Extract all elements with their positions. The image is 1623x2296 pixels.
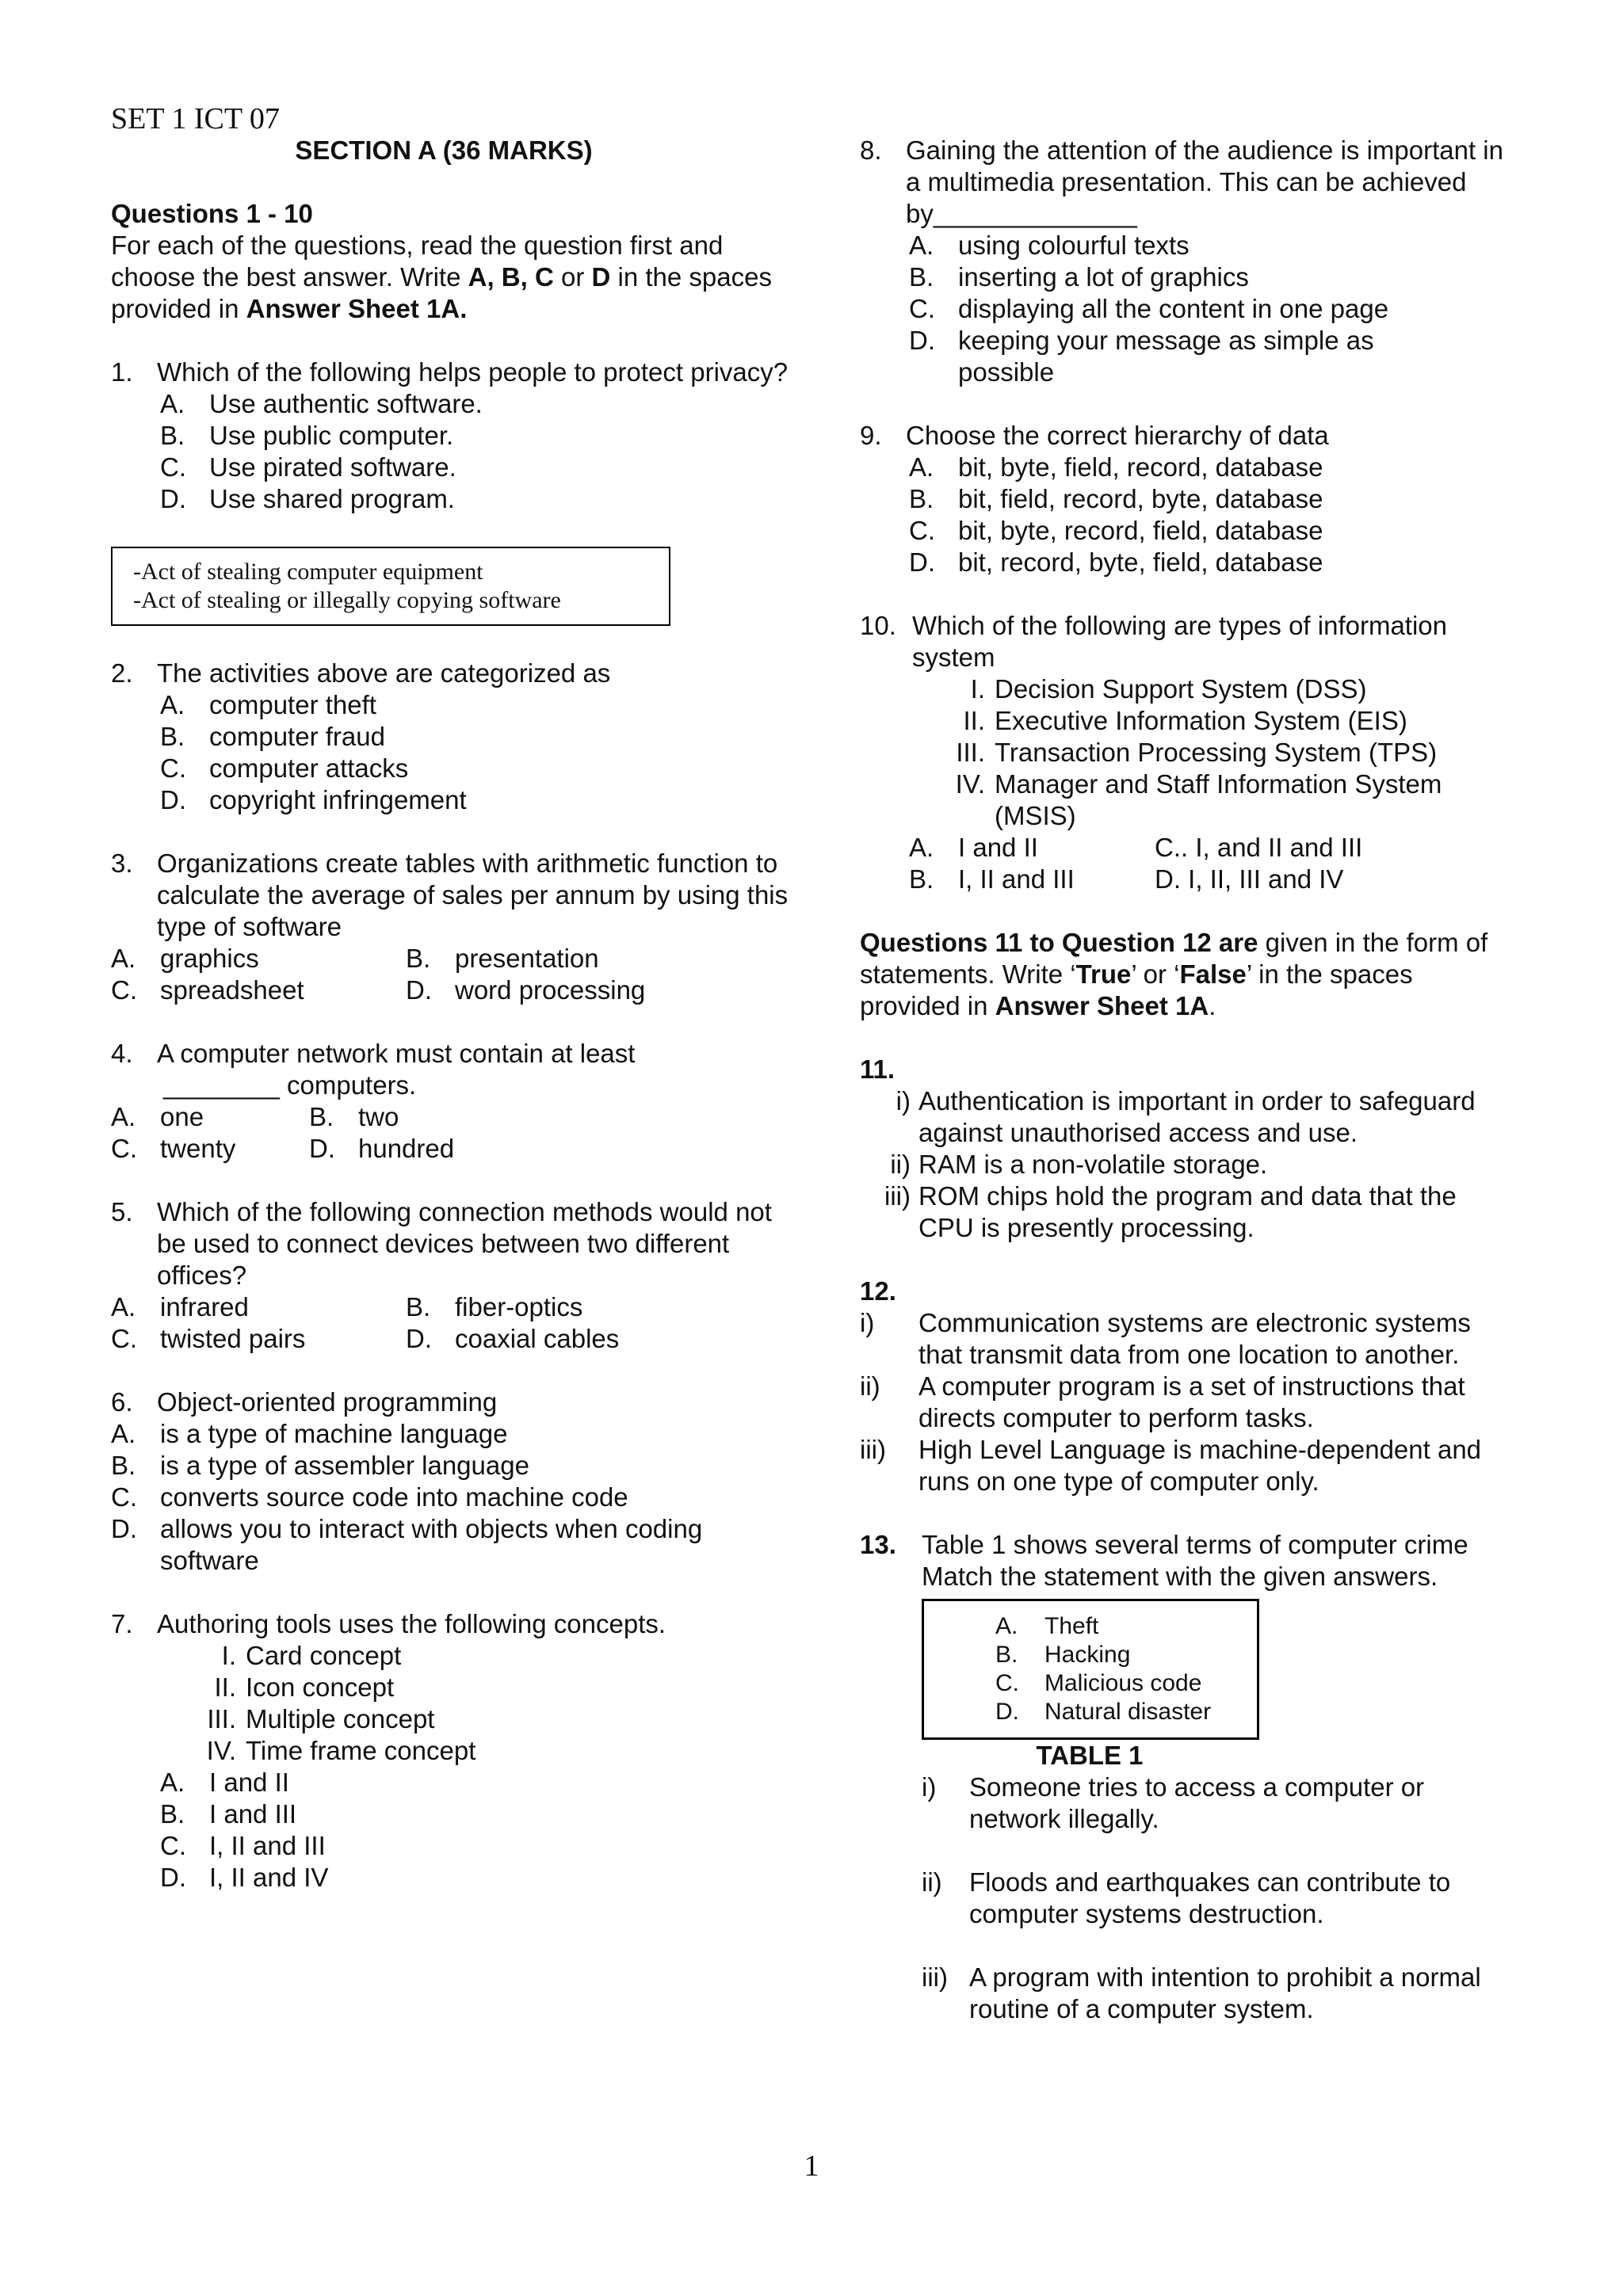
table-row [924, 1612, 1257, 1641]
question-11 [860, 1054, 1518, 1244]
option-letter: A. [111, 1102, 136, 1131]
option-text: I and II [958, 833, 1038, 862]
option-c [160, 452, 792, 483]
statement-item [860, 1149, 1518, 1180]
intro-or: or [553, 262, 592, 292]
option-c [111, 974, 406, 1006]
option-letter: D. [406, 1324, 432, 1353]
option-a [111, 1101, 309, 1133]
intro-letters: A, B, C [468, 262, 554, 292]
option-text: allows you to interact with objects when coding software [160, 1514, 703, 1575]
system-text: Decision Support System (DSS) [995, 674, 1367, 704]
statement-text: A program with intention to prohibit a normal routine of a computer system. [969, 1962, 1481, 2023]
option-text: Use shared program. [209, 484, 455, 513]
tf-intro-text: . [1209, 991, 1216, 1020]
question-number: 10. [860, 611, 896, 640]
roman-numeral: III. [207, 1704, 236, 1733]
option-d [309, 1133, 792, 1165]
statement-item [860, 1307, 1518, 1371]
tf-intro-bold: Questions 11 to Question 12 are [860, 928, 1258, 957]
statement-text: Communication systems are electronic systems that transmit data from one location to another. [918, 1308, 1471, 1369]
intro-text-mid: in the spaces provided in [111, 262, 772, 323]
crime-terms-table [922, 1599, 1259, 1740]
option-letter: C. [111, 1482, 137, 1512]
option-text: twenty [160, 1134, 236, 1163]
option-letter: D. [909, 326, 935, 355]
option-letter: C. [111, 975, 137, 1005]
option-text: spreadsheet [160, 975, 304, 1005]
page-header: SET 1 ICT 07 [111, 102, 280, 135]
table-row [924, 1669, 1257, 1698]
option-text: bit, record, byte, field, database [958, 547, 1323, 577]
question-number: 13. [860, 1530, 896, 1559]
option-letter: A. [160, 389, 185, 418]
option-text: I, II and IV [209, 1863, 329, 1892]
question-text: Organizations create tables with arithmetic function to calculate the average of sales per annum by using this type of software [157, 849, 789, 941]
option-text: two [358, 1102, 399, 1131]
option-text: computer theft [209, 690, 376, 719]
option-text: is a type of machine language [160, 1419, 508, 1448]
intro-answer-sheet: Answer Sheet 1A. [246, 294, 468, 323]
option-letter: D. [160, 484, 186, 513]
system-item [925, 705, 1518, 737]
option-b [160, 1798, 792, 1830]
option-d [909, 547, 1518, 578]
statement-numeral: iii) [922, 1962, 948, 1992]
question-text: The activities above are categorized as [157, 658, 611, 688]
option-letter: B. [909, 484, 934, 513]
option-text: I, and II and III [1195, 833, 1363, 862]
option-letter: A. [909, 231, 934, 260]
option-text: infrared [160, 1292, 249, 1322]
roman-numeral: II. [214, 1672, 236, 1702]
statement-numeral: i) [860, 1308, 875, 1337]
term-text: Theft [1044, 1613, 1099, 1639]
question-3 [111, 848, 792, 1006]
question-text: Which of the following helps people to protect privacy? [157, 357, 789, 387]
term-text: Hacking [1044, 1642, 1131, 1668]
option-letter: B. [909, 864, 934, 894]
match-statement [922, 1962, 1518, 2025]
option-letter: C. [160, 452, 186, 482]
system-text: Transaction Processing System (TPS) [995, 738, 1438, 767]
tf-intro-text: ’ or ‘ [1131, 959, 1180, 989]
concept-text: Card concept [246, 1641, 402, 1670]
option-a [160, 1767, 792, 1798]
option-c [1155, 832, 1518, 864]
table-row [924, 1698, 1257, 1726]
option-c [111, 1323, 406, 1355]
system-text: Manager and Staff Information System (MSIS) [995, 769, 1442, 830]
option-text: displaying all the content in one page [958, 294, 1389, 323]
statement-text: RAM is a non-volatile storage. [918, 1150, 1268, 1179]
question-number: 7. [111, 1609, 133, 1638]
option-b [406, 1291, 792, 1323]
statement-numeral: i) [896, 1086, 911, 1116]
question-number: 3. [111, 849, 133, 878]
option-letter: D. [309, 1134, 335, 1163]
option-a [111, 1291, 406, 1323]
option-text: copyright infringement [209, 785, 467, 814]
option-text: computer attacks [209, 753, 409, 783]
option-letter: B. [909, 262, 934, 292]
option-text: I, II, III and IV [1188, 864, 1344, 894]
option-letter: A. [111, 1419, 136, 1448]
option-letter: B. [309, 1102, 334, 1131]
option-text: inserting a lot of graphics [958, 262, 1249, 292]
option-text: bit, byte, record, field, database [958, 516, 1323, 545]
roman-numeral: I. [970, 674, 985, 704]
option-text: coaxial cables [455, 1324, 620, 1353]
intro-block [111, 198, 792, 325]
statement-numeral: ii) [890, 1150, 911, 1179]
activities-box [111, 547, 670, 626]
statement-item [860, 1180, 1518, 1244]
statement-text: Authentication is important in order to safeguard against unauthorised access and use. [918, 1086, 1476, 1147]
option-text: word processing [455, 975, 646, 1005]
question-text-blank: ________ computers. [163, 1070, 417, 1100]
option-letter: D. [909, 547, 935, 577]
option-text: Use pirated software. [209, 452, 456, 482]
option-letter: B. [160, 1799, 185, 1829]
statement-numeral: iii) [884, 1181, 911, 1211]
option-c [909, 293, 1518, 325]
option-a [160, 689, 792, 721]
option-d [406, 974, 792, 1006]
option-b [111, 1450, 792, 1482]
question-4 [111, 1038, 792, 1165]
option-d [909, 325, 1518, 388]
table-row [924, 1641, 1257, 1669]
question-13 [860, 1529, 1518, 2025]
option-d [111, 1513, 792, 1577]
option-b [160, 721, 792, 753]
option-letter: C. [909, 294, 935, 323]
option-a [111, 943, 406, 974]
option-text: twisted pairs [160, 1324, 306, 1353]
option-letter: D. [406, 975, 432, 1005]
question-text: Authoring tools uses the following concepts. [157, 1609, 666, 1638]
concept-item [176, 1735, 792, 1767]
statement-numeral: iii) [860, 1435, 886, 1464]
option-d [1155, 864, 1518, 895]
option-text: one [160, 1102, 204, 1131]
concept-item [176, 1640, 792, 1672]
option-c [160, 753, 792, 784]
concept-item [176, 1703, 792, 1735]
option-text: fiber-optics [455, 1292, 583, 1322]
roman-numeral: IV. [206, 1736, 236, 1765]
option-a [160, 388, 792, 420]
question-5 [111, 1196, 792, 1355]
option-b [909, 261, 1518, 293]
option-text: I and III [209, 1799, 297, 1829]
option-text: presentation [455, 944, 599, 973]
question-9 [860, 420, 1518, 578]
roman-numeral: III. [956, 738, 985, 767]
option-b [406, 943, 792, 974]
question-number: 6. [111, 1387, 133, 1417]
tf-intro-text: given in the form of statements. Write ‘ [860, 928, 1488, 989]
option-c [111, 1482, 792, 1513]
intro-text [111, 230, 792, 325]
option-letter: D. [160, 785, 186, 814]
option-text: graphics [160, 944, 259, 973]
roman-numeral: II. [963, 706, 985, 735]
term-letter: D. [995, 1699, 1019, 1725]
option-letter: C. [160, 1831, 186, 1860]
question-number: 2. [111, 658, 133, 688]
option-text: using colourful texts [958, 231, 1190, 260]
question-6 [111, 1386, 792, 1577]
concept-text: Time frame concept [246, 1736, 476, 1765]
option-letter: B. [406, 944, 431, 973]
option-text: bit, field, record, byte, database [958, 484, 1323, 513]
question-10 [860, 610, 1518, 895]
option-text: Use authentic software. [209, 389, 483, 418]
question-number: 11. [860, 1055, 896, 1084]
option-text: I, II and III [209, 1831, 326, 1860]
statement-numeral: ii) [860, 1371, 880, 1401]
option-letter: D. [1155, 864, 1181, 894]
system-text: Executive Information System (EIS) [995, 706, 1407, 735]
statement-item [860, 1434, 1518, 1497]
option-letter: C. [160, 753, 186, 783]
option-letter: D. [160, 1863, 186, 1892]
option-a [111, 1418, 792, 1450]
option-d [160, 784, 792, 816]
roman-numeral: I. [221, 1641, 236, 1670]
term-letter: B. [995, 1642, 1018, 1668]
question-12 [860, 1276, 1518, 1497]
option-b [160, 420, 792, 452]
question-number: 5. [111, 1197, 133, 1226]
system-item [925, 673, 1518, 705]
option-text: is a type of assembler language [160, 1451, 529, 1480]
roman-numeral: IV. [955, 769, 985, 799]
option-b [909, 864, 1155, 895]
option-c [111, 1133, 309, 1165]
question-number: 12. [860, 1276, 896, 1306]
intro-heading: Questions 1 - 10 [111, 199, 313, 228]
question-1 [111, 357, 792, 515]
option-letter: A. [111, 944, 136, 973]
question-text: Choose the correct hierarchy of data [906, 421, 1329, 450]
concept-text: Multiple concept [246, 1704, 435, 1733]
statement-item [860, 1085, 1518, 1149]
option-letter: C. [111, 1324, 137, 1353]
option-text: bit, byte, field, record, database [958, 452, 1323, 482]
tf-intro-true: True [1075, 959, 1132, 989]
system-item [925, 737, 1518, 769]
statement-text: Floods and earthquakes can contribute to computer systems destruction. [969, 1867, 1451, 1928]
option-d [160, 483, 792, 515]
question-text: Gaining the attention of the audience is important in a multimedia presentation. This can be achieved by______________ [906, 135, 1503, 228]
left-column [111, 135, 792, 1925]
question-7 [111, 1608, 792, 1894]
option-text: I and II [209, 1768, 289, 1797]
option-text: I, II and III [958, 864, 1075, 894]
page-number: 1 [804, 2149, 819, 2183]
question-text: Table 1 shows several terms of computer crime Match the statement with the given answers. [922, 1530, 1468, 1591]
statement-numeral: i) [922, 1772, 937, 1802]
question-number: 1. [111, 357, 133, 387]
option-a [909, 452, 1518, 483]
true-false-intro [860, 927, 1518, 1022]
option-letter: C. [111, 1134, 137, 1163]
option-a [909, 230, 1518, 261]
question-text: Which of the following connection methods would not be used to connect devices between two different offices? [157, 1197, 772, 1290]
option-text: keeping your message as simple as possible [958, 326, 1374, 387]
statement-numeral: ii) [922, 1867, 942, 1897]
option-letter: C.. [1155, 833, 1189, 862]
intro-letter-d: D [591, 262, 611, 292]
question-number: 8. [860, 135, 882, 165]
option-letter: A. [160, 1768, 185, 1797]
right-column [860, 135, 1518, 2057]
option-b [309, 1101, 792, 1133]
term-letter: A. [995, 1613, 1018, 1639]
statement-item [860, 1371, 1518, 1434]
tf-intro-sheet: Answer Sheet 1A [995, 991, 1209, 1020]
table-label: TABLE 1 [1036, 1741, 1144, 1770]
option-d [160, 1862, 792, 1894]
option-letter: B. [160, 722, 185, 751]
option-letter: A. [909, 833, 934, 862]
option-d [406, 1323, 792, 1355]
statement-text: Someone tries to access a computer or network illegally. [969, 1772, 1425, 1833]
option-text: converts source code into machine code [160, 1482, 628, 1512]
statement-text: High Level Language is machine-dependent and runs on one type of computer only. [918, 1435, 1482, 1496]
option-b [909, 483, 1518, 515]
option-c [909, 515, 1518, 547]
question-text: Object-oriented programming [157, 1387, 498, 1417]
question-2 [111, 658, 792, 816]
option-letter: B. [160, 421, 185, 450]
option-text: computer fraud [209, 722, 385, 751]
question-number: 4. [111, 1039, 133, 1068]
activity-line: -Act of stealing computer equipment [133, 559, 483, 585]
intro-text-part: For each of the questions, read the question first and choose the best answer. Write [111, 231, 724, 292]
question-text: Which of the following are types of information system [912, 611, 1448, 672]
statement-text: ROM chips hold the program and data that the CPU is presently processing. [918, 1181, 1457, 1242]
concept-text: Icon concept [246, 1672, 395, 1702]
term-text: Natural disaster [1044, 1699, 1212, 1725]
question-number: 9. [860, 421, 882, 450]
term-text: Malicious code [1044, 1670, 1202, 1696]
option-letter: C. [909, 516, 935, 545]
term-letter: C. [995, 1670, 1019, 1696]
tf-intro-text: ’ in the spaces provided in [860, 959, 1413, 1020]
statement-text: A computer program is a set of instructions that directs computer to perform tasks. [918, 1371, 1465, 1432]
option-letter: B. [111, 1451, 136, 1480]
option-letter: B. [406, 1292, 431, 1322]
activity-line: -Act of stealing or illegally copying software [133, 587, 561, 613]
option-a [909, 832, 1155, 864]
option-letter: A. [111, 1292, 136, 1322]
option-text: Use public computer. [209, 421, 454, 450]
concept-item [176, 1672, 792, 1703]
option-text: hundred [358, 1134, 455, 1163]
question-text: A computer network must contain at least [157, 1039, 636, 1068]
option-letter: A. [909, 452, 934, 482]
system-item [925, 769, 1518, 832]
section-title: SECTION A (36 MARKS) [295, 135, 593, 165]
option-c [160, 1830, 792, 1862]
option-letter: D. [111, 1514, 137, 1543]
match-statement [922, 1772, 1518, 1835]
question-8 [860, 135, 1518, 388]
option-letter: A. [160, 690, 185, 719]
match-statement [922, 1867, 1518, 1930]
tf-intro-false: False [1179, 959, 1247, 989]
